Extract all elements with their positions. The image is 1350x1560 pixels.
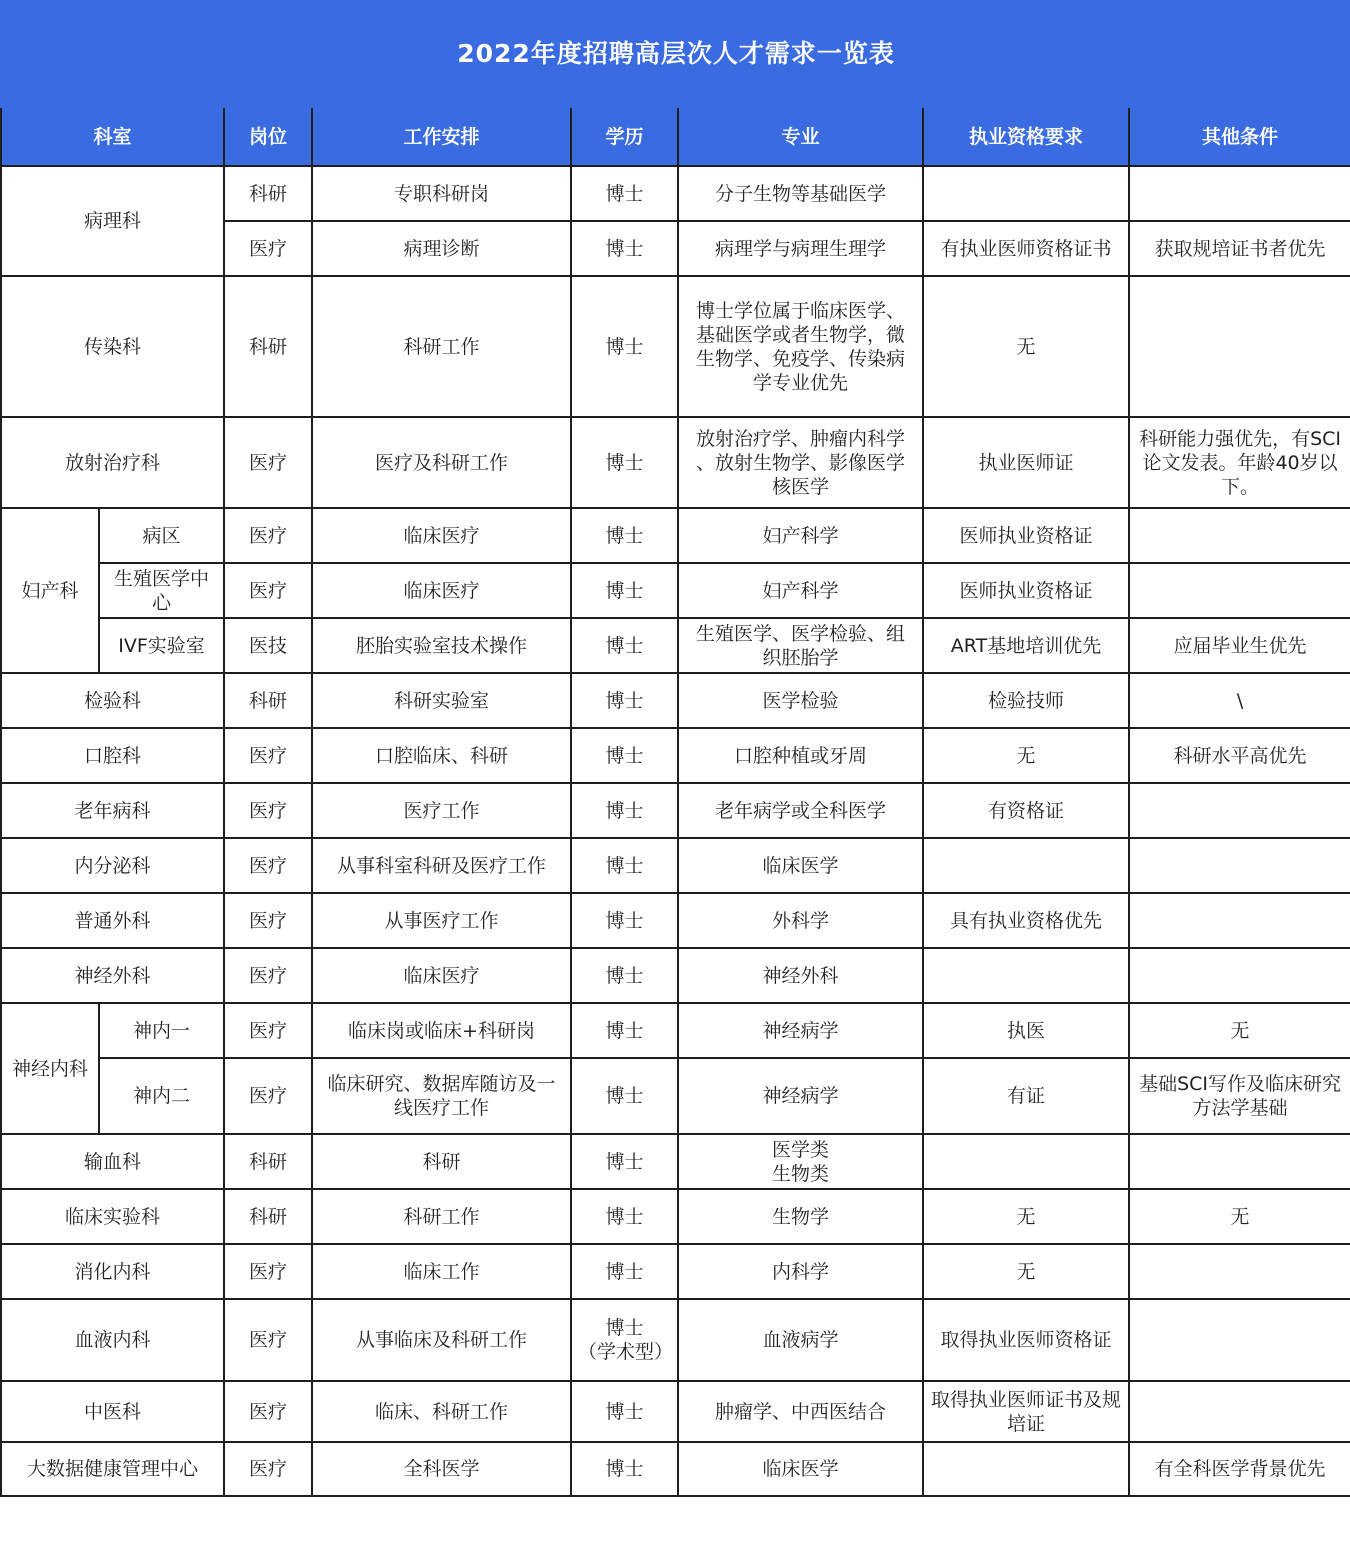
position-cell: 医疗 (224, 1058, 312, 1134)
education-cell: 博士 (571, 1189, 678, 1244)
work-cell: 医疗工作 (312, 783, 571, 838)
table-row (1, 1299, 1350, 1381)
major-cell: 生殖医学、医学检验、组 织胚胎学 (678, 618, 923, 673)
education-cell: 博士 (571, 948, 678, 1003)
table-row (1, 417, 1350, 508)
work-cell: 从事科室科研及医疗工作 (312, 838, 571, 893)
other-cell (1129, 783, 1350, 838)
other-cell: 基础SCI写作及临床研究 方法学基础 (1129, 1058, 1350, 1134)
other-cell: 无 (1129, 1003, 1350, 1058)
education-cell: 博士 (571, 276, 678, 417)
education-cell: 博士 (571, 417, 678, 508)
department-cell: 血液内科 (1, 1299, 224, 1381)
license-cell: 无 (923, 728, 1129, 783)
major-cell: 分子生物等基础医学 (678, 166, 923, 221)
table-row (1, 1058, 1350, 1134)
major-cell: 放射治疗学、肿瘤内科学 、放射生物学、影像医学 核医学 (678, 417, 923, 508)
table-row (1, 618, 1350, 673)
education-cell: 博士 (571, 221, 678, 276)
license-cell: 有证 (923, 1058, 1129, 1134)
table-row (1, 673, 1350, 728)
education-cell: 博士 (571, 1058, 678, 1134)
work-cell: 专职科研岗 (312, 166, 571, 221)
position-cell: 医疗 (224, 563, 312, 618)
department-cell: 放射治疗科 (1, 417, 224, 508)
education-cell: 博士 (571, 893, 678, 948)
department-cell: 妇产科 (1, 508, 99, 673)
table-row (1, 728, 1350, 783)
license-cell (923, 838, 1129, 893)
position-cell: 医疗 (224, 728, 312, 783)
department-cell: 病理科 (1, 166, 224, 276)
table-row (1, 1003, 1350, 1058)
license-cell: 医师执业资格证 (923, 563, 1129, 618)
education-cell: 博士 (571, 1244, 678, 1299)
department-cell: 输血科 (1, 1134, 224, 1189)
major-cell: 医学检验 (678, 673, 923, 728)
sub-department-cell: 生殖医学中 心 (99, 563, 224, 618)
table-row (1, 838, 1350, 893)
major-cell: 临床医学 (678, 1442, 923, 1496)
position-cell: 科研 (224, 1189, 312, 1244)
other-cell: 获取规培证书者优先 (1129, 221, 1350, 276)
header-education: 学历 (571, 107, 678, 166)
work-cell: 全科医学 (312, 1442, 571, 1496)
major-cell: 血液病学 (678, 1299, 923, 1381)
other-cell: 应届毕业生优先 (1129, 618, 1350, 673)
license-cell: 有资格证 (923, 783, 1129, 838)
table-row (1, 508, 1350, 563)
license-cell (923, 166, 1129, 221)
education-cell: 博士 (571, 1381, 678, 1442)
header-work: 工作安排 (312, 107, 571, 166)
other-cell: 科研能力强优先，有SCI 论文发表。年龄40岁以 下。 (1129, 417, 1350, 508)
department-cell: 大数据健康管理中心 (1, 1442, 224, 1496)
position-cell: 医疗 (224, 508, 312, 563)
header-major: 专业 (678, 107, 923, 166)
department-cell: 老年病科 (1, 783, 224, 838)
license-cell (923, 1442, 1129, 1496)
position-cell: 医疗 (224, 1442, 312, 1496)
license-cell: 医师执业资格证 (923, 508, 1129, 563)
major-cell: 神经外科 (678, 948, 923, 1003)
education-cell: 博士 (571, 838, 678, 893)
position-cell: 医疗 (224, 893, 312, 948)
other-cell (1129, 1381, 1350, 1442)
department-cell: 普通外科 (1, 893, 224, 948)
table-row (1, 1189, 1350, 1244)
other-cell: \ (1129, 673, 1350, 728)
sub-department-cell: 神内二 (99, 1058, 224, 1134)
major-cell: 病理学与病理生理学 (678, 221, 923, 276)
license-cell: 具有执业资格优先 (923, 893, 1129, 948)
license-cell: 执医 (923, 1003, 1129, 1058)
table-row (1, 276, 1350, 417)
education-cell: 博士 (571, 728, 678, 783)
major-cell: 临床医学 (678, 838, 923, 893)
education-cell: 博士 (571, 508, 678, 563)
work-cell: 科研 (312, 1134, 571, 1189)
table-row (1, 783, 1350, 838)
position-cell: 科研 (224, 1134, 312, 1189)
position-cell: 医疗 (224, 1244, 312, 1299)
work-cell: 临床工作 (312, 1244, 571, 1299)
work-cell: 科研工作 (312, 1189, 571, 1244)
position-cell: 科研 (224, 166, 312, 221)
education-cell: 博士 (571, 673, 678, 728)
work-cell: 从事医疗工作 (312, 893, 571, 948)
major-cell: 老年病学或全科医学 (678, 783, 923, 838)
department-cell: 口腔科 (1, 728, 224, 783)
other-cell (1129, 1244, 1350, 1299)
department-cell: 临床实验科 (1, 1189, 224, 1244)
license-cell: 检验技师 (923, 673, 1129, 728)
major-cell: 内科学 (678, 1244, 923, 1299)
major-cell: 妇产科学 (678, 563, 923, 618)
major-cell: 口腔种植或牙周 (678, 728, 923, 783)
license-cell (923, 1134, 1129, 1189)
position-cell: 医疗 (224, 783, 312, 838)
license-cell: 无 (923, 1244, 1129, 1299)
work-cell: 临床医疗 (312, 508, 571, 563)
table-title: 2022年度招聘高层次人才需求一览表 (1, 1, 1350, 107)
work-cell: 临床医疗 (312, 948, 571, 1003)
position-cell: 医疗 (224, 221, 312, 276)
table-row (1, 948, 1350, 1003)
work-cell: 临床岗或临床+科研岗 (312, 1003, 571, 1058)
other-cell (1129, 508, 1350, 563)
position-cell: 科研 (224, 673, 312, 728)
table-row (1, 1244, 1350, 1299)
education-cell: 博士 (571, 618, 678, 673)
work-cell: 临床研究、数据库随访及一 线医疗工作 (312, 1058, 571, 1134)
other-cell (1129, 893, 1350, 948)
other-cell: 有全科医学背景优先 (1129, 1442, 1350, 1496)
position-cell: 医疗 (224, 948, 312, 1003)
department-cell: 传染科 (1, 276, 224, 417)
table-row (1, 1442, 1350, 1496)
work-cell: 科研实验室 (312, 673, 571, 728)
major-cell: 肿瘤学、中西医结合 (678, 1381, 923, 1442)
major-cell: 医学类 生物类 (678, 1134, 923, 1189)
department-cell: 内分泌科 (1, 838, 224, 893)
header-position: 岗位 (224, 107, 312, 166)
table-row (1, 893, 1350, 948)
sub-department-cell: IVF实验室 (99, 618, 224, 673)
table-row (1, 166, 1350, 221)
other-cell (1129, 948, 1350, 1003)
header-other: 其他条件 (1129, 107, 1350, 166)
work-cell: 口腔临床、科研 (312, 728, 571, 783)
sub-department-cell: 神内一 (99, 1003, 224, 1058)
header-row (1, 107, 1350, 166)
position-cell: 医疗 (224, 1003, 312, 1058)
major-cell: 神经病学 (678, 1058, 923, 1134)
work-cell: 临床、科研工作 (312, 1381, 571, 1442)
license-cell: 取得执业医师证书及规 培证 (923, 1381, 1129, 1442)
other-cell (1129, 1299, 1350, 1381)
license-cell: 无 (923, 276, 1129, 417)
license-cell (923, 948, 1129, 1003)
position-cell: 科研 (224, 276, 312, 417)
other-cell (1129, 166, 1350, 221)
other-cell (1129, 1134, 1350, 1189)
license-cell: 执业医师证 (923, 417, 1129, 508)
position-cell: 医疗 (224, 838, 312, 893)
major-cell: 妇产科学 (678, 508, 923, 563)
work-cell: 病理诊断 (312, 221, 571, 276)
other-cell (1129, 838, 1350, 893)
work-cell: 医疗及科研工作 (312, 417, 571, 508)
table-row (1, 563, 1350, 618)
work-cell: 科研工作 (312, 276, 571, 417)
department-cell: 神经外科 (1, 948, 224, 1003)
work-cell: 胚胎实验室技术操作 (312, 618, 571, 673)
education-cell: 博士 (571, 783, 678, 838)
major-cell: 神经病学 (678, 1003, 923, 1058)
education-cell: 博士 (571, 563, 678, 618)
education-cell: 博士 (571, 1442, 678, 1496)
sub-department-cell: 病区 (99, 508, 224, 563)
other-cell: 科研水平高优先 (1129, 728, 1350, 783)
major-cell: 生物学 (678, 1189, 923, 1244)
other-cell: 无 (1129, 1189, 1350, 1244)
license-cell: ART基地培训优先 (923, 618, 1129, 673)
table-row (1, 1381, 1350, 1442)
other-cell (1129, 276, 1350, 417)
work-cell: 从事临床及科研工作 (312, 1299, 571, 1381)
position-cell: 医疗 (224, 1381, 312, 1442)
table-row (1, 1134, 1350, 1189)
header-license: 执业资格要求 (923, 107, 1129, 166)
major-cell: 博士学位属于临床医学、 基础医学或者生物学，微 生物学、免疫学、传染病 学专业优先 (678, 276, 923, 417)
license-cell: 无 (923, 1189, 1129, 1244)
position-cell: 医疗 (224, 417, 312, 508)
header-department: 科室 (1, 107, 224, 166)
department-cell: 神经内科 (1, 1003, 99, 1134)
major-cell: 外科学 (678, 893, 923, 948)
education-cell: 博士 (571, 1003, 678, 1058)
license-cell: 取得执业医师资格证 (923, 1299, 1129, 1381)
license-cell: 有执业医师资格证书 (923, 221, 1129, 276)
position-cell: 医技 (224, 618, 312, 673)
other-cell (1129, 563, 1350, 618)
education-cell: 博士 (571, 1134, 678, 1189)
education-cell: 博士 (571, 166, 678, 221)
work-cell: 临床医疗 (312, 563, 571, 618)
education-cell: 博士 （学术型） (571, 1299, 678, 1381)
department-cell: 检验科 (1, 673, 224, 728)
department-cell: 中医科 (1, 1381, 224, 1442)
position-cell: 医疗 (224, 1299, 312, 1381)
department-cell: 消化内科 (1, 1244, 224, 1299)
